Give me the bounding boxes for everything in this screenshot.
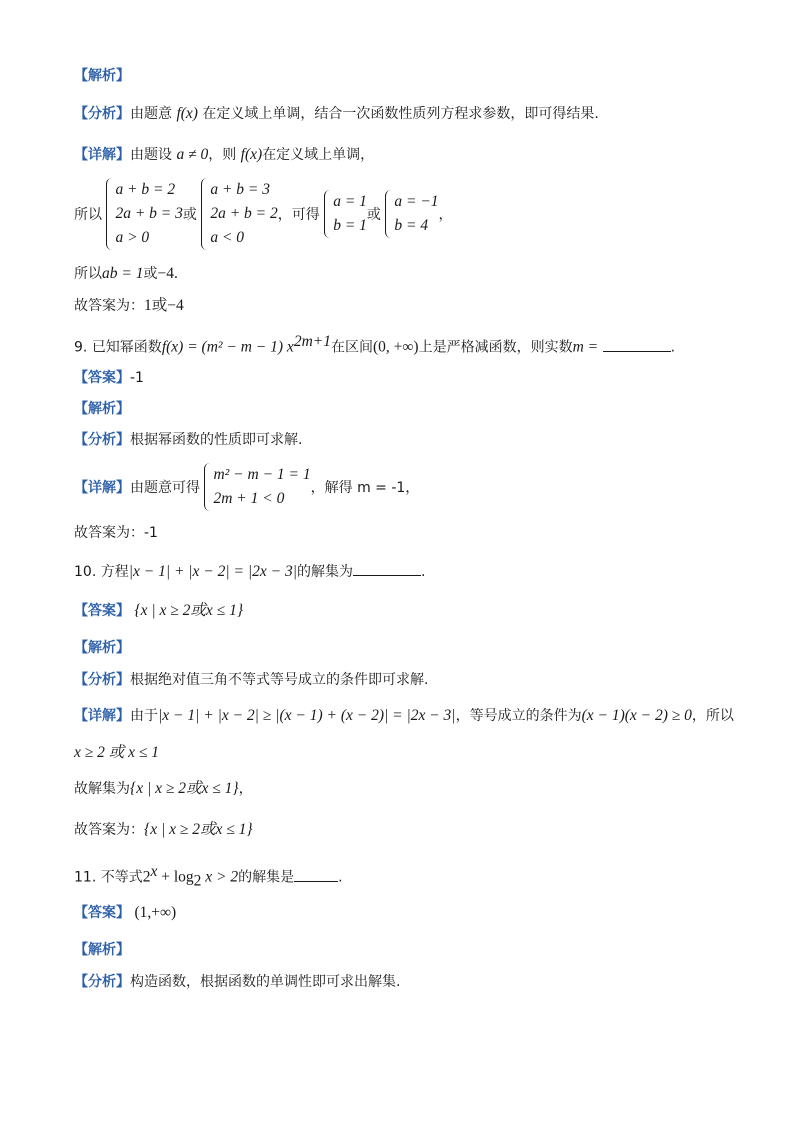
answer-blank <box>603 337 671 352</box>
q8-analysis: 【分析】由题意 f(x) 在定义域上单调，结合一次函数性质列方程求参数，即可得结果. <box>74 105 599 122</box>
answer-blank <box>294 867 338 882</box>
q9-final: 故答案为：-1 <box>74 525 158 541</box>
equation-system-1: a + b = 2 2a + b = 3 a > 0 <box>106 178 182 250</box>
q10-answer-heading: 【答案】 {x | x ≥ 2或x ≤ 1} <box>74 602 244 619</box>
q10-detail: 【详解】由于|x − 1| + |x − 2| ≥ |(x − 1) + (x − 2)| = |2x − 3|，等号成立的条件为(x − 1)(x − 2) ≥ 0，所以 <box>74 707 734 724</box>
equation-system-2: a + b = 3 2a + b = 2 a < 0 <box>201 178 277 250</box>
q9-answer-heading: 【答案】-1 <box>74 370 144 386</box>
q8-answer: 故答案为：1或−4 <box>74 297 184 314</box>
fenxi-tag: 【分析】 <box>74 106 130 122</box>
q9-jiexi-heading: 【解析】 <box>74 401 130 417</box>
answer-blank <box>353 561 421 576</box>
q10-jiexi-heading: 【解析】 <box>74 640 130 656</box>
q9-stem: 9. 已知幂函数f(x) = (m² − m − 1) $x^{2m+1}$在区间(0, +∞)上是严格减函数，则实数m = . <box>74 333 676 356</box>
equation-system: m² − m − 1 = 1 2m + 1 < 0 <box>204 463 310 511</box>
q9-detail: 【详解】由题意可得 m² − m − 1 = 1 2m + 1 < 0 ，解得 m = -1， <box>74 463 419 511</box>
q10-stem: 10. 方程|x − 1| + |x − 2| = |2x − 3|的解集为 . <box>74 563 426 580</box>
q8-systems: 所以 a + b = 2 2a + b = 3 a > 0 或 a + b = 3 2a + b = 2 a < 0 ，可得 a = 1 b = 1 或 a = −1 b = 4 ， <box>74 178 453 250</box>
q11-jiexi-heading: 【解析】 <box>74 942 130 958</box>
solution-system-1: a = 1 b = 1 <box>324 190 367 238</box>
solution-system-2: a = −1 b = 4 <box>385 190 438 238</box>
xiangjie-tag: 【详解】 <box>74 147 130 163</box>
q10-detail-line2: x ≥ 2 或 x ≤ 1 <box>74 744 160 761</box>
q8-jiexi-heading <box>74 66 130 86</box>
q10-analysis: 【分析】根据绝对值三角不等式等号成立的条件即可求解. <box>74 672 429 688</box>
q10-final: 故答案为：{x | x ≥ 2或x ≤ 1} <box>74 821 253 838</box>
q8-result: 所以ab = 1或−4. <box>74 265 178 282</box>
q11-stem: 11. 不等式$2^x + \log_2 x > 2$的解集是 . <box>74 863 343 890</box>
q9-analysis: 【分析】根据幂函数的性质即可求解. <box>74 432 303 448</box>
q11-analysis: 【分析】构造函数，根据函数的单调性即可求出解集. <box>74 974 401 990</box>
q11-answer-heading: 【答案】 (1,+∞) <box>74 904 177 921</box>
jiexi-tag: 【解析】 <box>74 68 130 84</box>
q8-detail: 【详解】由题设 a ≠ 0，则 f(x)在定义域上单调， <box>74 146 375 163</box>
q10-solution-set: 故解集为{x | x ≥ 2或x ≤ 1}， <box>74 780 253 797</box>
